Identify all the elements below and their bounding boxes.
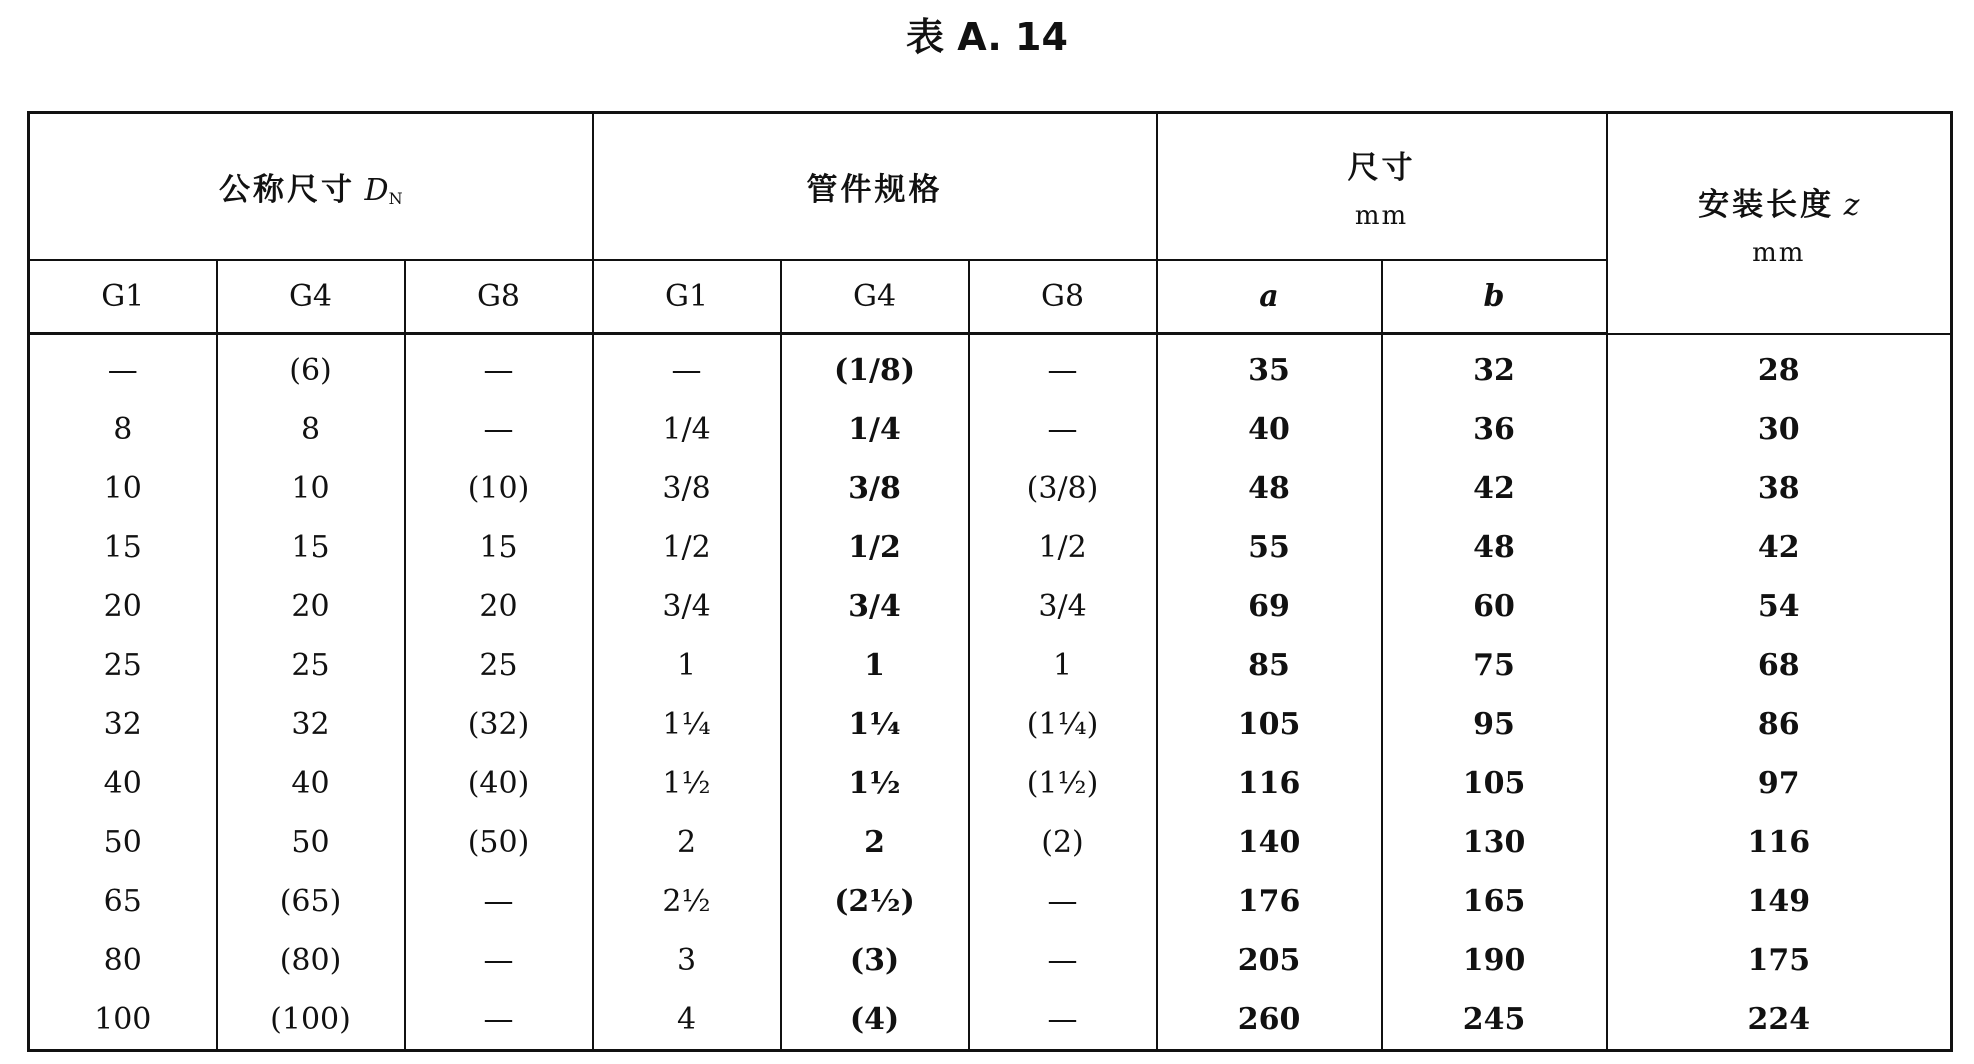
table-row	[29, 400, 1952, 459]
table-cell: 80	[29, 931, 217, 990]
table-cell: 176	[1157, 872, 1382, 931]
table-cell: 28	[1607, 334, 1952, 401]
table-cell: —	[405, 990, 593, 1051]
table-cell: 100	[29, 990, 217, 1051]
table-body	[29, 334, 1952, 1051]
table-cell: 10	[217, 459, 405, 518]
table-cell: 149	[1607, 872, 1952, 931]
table-cell: 175	[1607, 931, 1952, 990]
table-caption: 表 A. 14	[906, 15, 1068, 59]
table-cell: 75	[1382, 636, 1607, 695]
table-cell: 25	[217, 636, 405, 695]
table-cell: 116	[1157, 754, 1382, 813]
table-cell: 20	[217, 577, 405, 636]
table-cell: 15	[217, 518, 405, 577]
table-cell: (80)	[217, 931, 405, 990]
table-cell: 48	[1157, 459, 1382, 518]
table-cell: 1/4	[593, 400, 781, 459]
table-cell: 68	[1607, 636, 1952, 695]
table-cell: 40	[29, 754, 217, 813]
subheader-cell: G4	[781, 260, 969, 334]
table-cell: 190	[1382, 931, 1607, 990]
install-unit: mm	[1752, 237, 1806, 268]
table-cell: 3/8	[593, 459, 781, 518]
table-cell: (100)	[217, 990, 405, 1051]
table-cell: 8	[29, 400, 217, 459]
table-cell: 4	[593, 990, 781, 1051]
table-cell: 116	[1607, 813, 1952, 872]
table-cell: 205	[1157, 931, 1382, 990]
install-symbol: z	[1843, 187, 1860, 223]
table-cell: —	[405, 400, 593, 459]
table-cell: 48	[1382, 518, 1607, 577]
table-cell: 50	[29, 813, 217, 872]
table-cell: 8	[217, 400, 405, 459]
table-cell: 245	[1382, 990, 1607, 1051]
table-cell: —	[969, 872, 1157, 931]
table-cell: 36	[1382, 400, 1607, 459]
table-cell: (1½)	[969, 754, 1157, 813]
table-cell: 260	[1157, 990, 1382, 1051]
table-row	[29, 577, 1952, 636]
table-cell: —	[405, 334, 593, 401]
table-cell: 224	[1607, 990, 1952, 1051]
table-cell: (3)	[781, 931, 969, 990]
table-cell: 3/8	[781, 459, 969, 518]
table-cell: 60	[1382, 577, 1607, 636]
table-cell: 105	[1157, 695, 1382, 754]
table-cell: 86	[1607, 695, 1952, 754]
table-row	[29, 636, 1952, 695]
subheader-cell: G8	[405, 260, 593, 334]
table-cell: 10	[29, 459, 217, 518]
table-cell: 1/2	[969, 518, 1157, 577]
table-cell: 15	[405, 518, 593, 577]
table-cell: (2½)	[781, 872, 969, 931]
table-cell: 69	[1157, 577, 1382, 636]
table-row	[29, 990, 1952, 1051]
header-row-top	[29, 113, 1952, 260]
table-cell: 42	[1607, 518, 1952, 577]
table-cell: 105	[1382, 754, 1607, 813]
table-cell: (50)	[405, 813, 593, 872]
table-cell: (6)	[217, 334, 405, 401]
table-row	[29, 695, 1952, 754]
table-cell: 25	[29, 636, 217, 695]
table-cell: 55	[1157, 518, 1382, 577]
table-row	[29, 931, 1952, 990]
table-cell: 20	[29, 577, 217, 636]
table-cell: —	[969, 334, 1157, 401]
nominal-size-label: 公称尺寸	[218, 171, 355, 208]
table-cell: 32	[29, 695, 217, 754]
table-cell: 35	[1157, 334, 1382, 401]
table-cell: 40	[1157, 400, 1382, 459]
table-cell: 65	[29, 872, 217, 931]
table-cell: 38	[1607, 459, 1952, 518]
table-cell: 25	[405, 636, 593, 695]
table-cell: 32	[1382, 334, 1607, 401]
table-cell: 42	[1382, 459, 1607, 518]
subheader-cell: G1	[593, 260, 781, 334]
table-cell: 1½	[781, 754, 969, 813]
table-row	[29, 334, 1952, 401]
table-cell: 95	[1382, 695, 1607, 754]
table-cell: (32)	[405, 695, 593, 754]
table-row	[29, 754, 1952, 813]
table-cell: 3	[593, 931, 781, 990]
table-cell: 1½	[593, 754, 781, 813]
table-cell: (2)	[969, 813, 1157, 872]
table-row	[29, 872, 1952, 931]
table-row	[29, 518, 1952, 577]
subheader-cell: G1	[29, 260, 217, 334]
table-cell: 40	[217, 754, 405, 813]
table-cell: 140	[1157, 813, 1382, 872]
table-cell: 54	[1607, 577, 1952, 636]
table-cell: 2	[593, 813, 781, 872]
nominal-symbol: $D_N$	[364, 172, 403, 208]
table-cell: —	[593, 334, 781, 401]
table-cell: —	[969, 990, 1157, 1051]
table-cell: 1¼	[593, 695, 781, 754]
table-cell: —	[405, 872, 593, 931]
table-cell: (1/8)	[781, 334, 969, 401]
table-cell: 1	[969, 636, 1157, 695]
table-cell: (1¼)	[969, 695, 1157, 754]
table-row	[29, 459, 1952, 518]
fitting-spec-label: 管件规格	[806, 171, 943, 208]
table-cell: 3/4	[593, 577, 781, 636]
table-cell: 20	[405, 577, 593, 636]
nominal-subscript: N	[388, 188, 403, 208]
table-cell: 50	[217, 813, 405, 872]
table-cell: (4)	[781, 990, 969, 1051]
table-cell: (10)	[405, 459, 593, 518]
table-cell: 3/4	[969, 577, 1157, 636]
table-cell: 97	[1607, 754, 1952, 813]
subheader-cell: b	[1382, 260, 1607, 334]
table-cell: 1/2	[593, 518, 781, 577]
header-fitting-spec	[593, 113, 1157, 260]
header-dimension	[1157, 113, 1607, 260]
subheader-cell: a	[1157, 260, 1382, 334]
header-install-length	[1607, 113, 1952, 334]
table-cell: 1¼	[781, 695, 969, 754]
table-cell: 85	[1157, 636, 1382, 695]
table-cell: 30	[1607, 400, 1952, 459]
dimension-unit: mm	[1354, 200, 1409, 231]
table-cell: 1/2	[781, 518, 969, 577]
dimension-table	[27, 111, 1953, 1052]
table-cell: 1/4	[781, 400, 969, 459]
table-cell: 2	[781, 813, 969, 872]
table-cell: —	[969, 931, 1157, 990]
table-cell: (3/8)	[969, 459, 1157, 518]
table-cell: —	[969, 400, 1157, 459]
table-cell: 2½	[593, 872, 781, 931]
table-cell: (40)	[405, 754, 593, 813]
table-row	[29, 813, 1952, 872]
subheader-cell: G8	[969, 260, 1157, 334]
table-cell: 130	[1382, 813, 1607, 872]
dimension-label: 尺寸	[1347, 149, 1416, 186]
table-cell: —	[405, 931, 593, 990]
install-length-label: 安装长度	[1698, 186, 1835, 223]
table-cell: —	[29, 334, 217, 401]
table-cell: 1	[781, 636, 969, 695]
table-cell: (65)	[217, 872, 405, 931]
table-cell: 15	[29, 518, 217, 577]
subheader-cell: G4	[217, 260, 405, 334]
table-cell: 165	[1382, 872, 1607, 931]
table-cell: 3/4	[781, 577, 969, 636]
header-nominal-size	[29, 113, 593, 260]
table-cell: 32	[217, 695, 405, 754]
table-cell: 1	[593, 636, 781, 695]
